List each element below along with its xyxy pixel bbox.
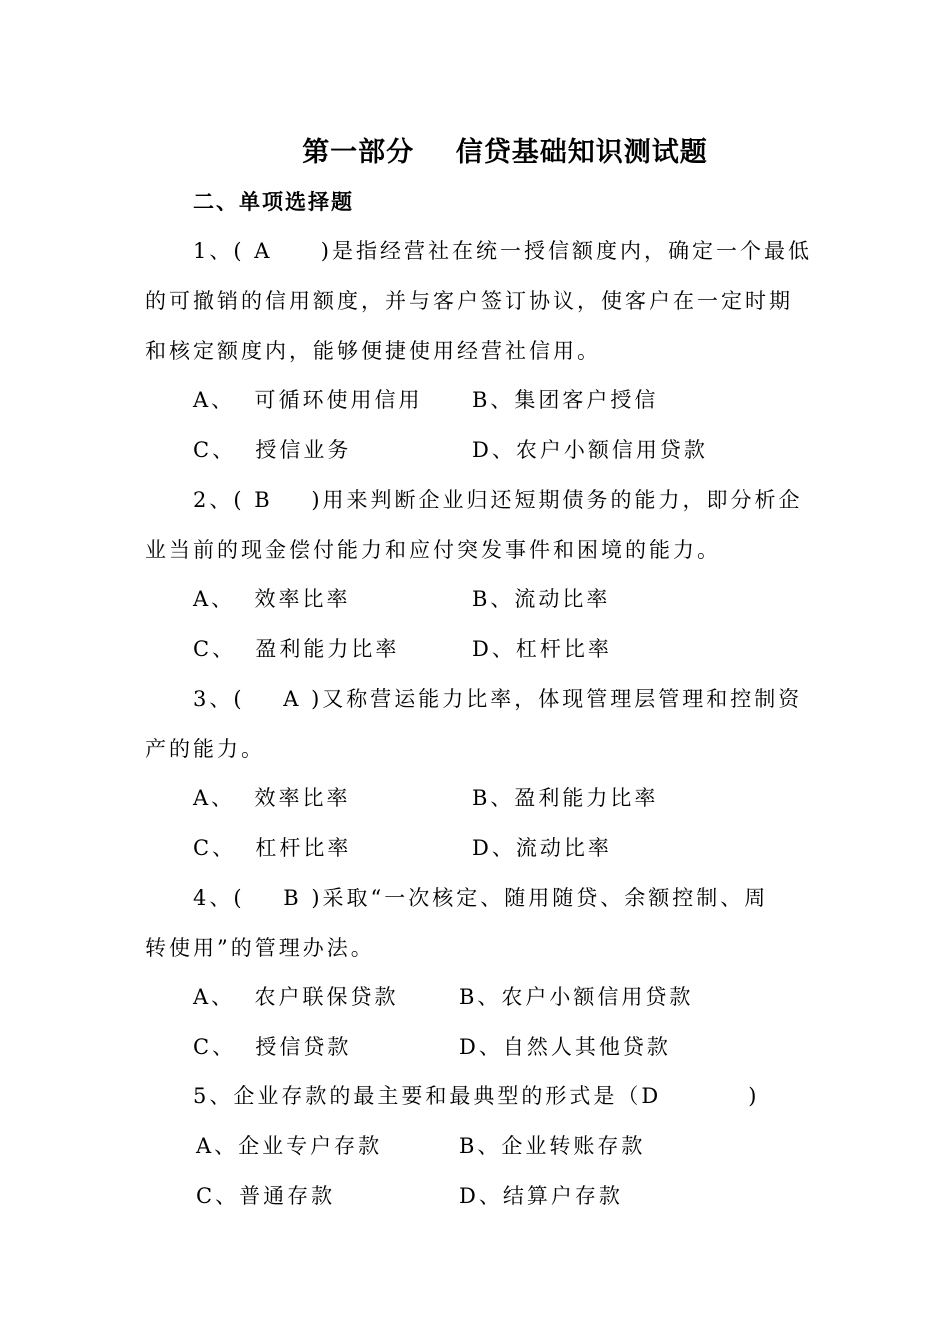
page-title: 第一部分 信贷基础知识测试题 — [302, 137, 708, 168]
question-2-option-c: C、 盈利能力比率 — [193, 637, 400, 661]
question-5-option-c: C、普通存款 — [196, 1184, 336, 1208]
question-5-option-b: B、企业转账存款 — [459, 1134, 646, 1158]
question-5-option-d: D、结算户存款 — [459, 1184, 623, 1208]
question-2-line-1: 2、( B )用来判断企业归还短期债务的能力，即分析企 — [193, 488, 803, 512]
question-4-option-d: D、自然人其他贷款 — [459, 1035, 671, 1059]
question-4-option-a: A、 农户联保贷款 — [193, 985, 399, 1009]
question-1-line-3: 和核定额度内，能够便捷使用经营社信用。 — [145, 339, 601, 363]
section-heading: 二、单项选择题 — [193, 190, 354, 214]
question-3-option-d: D、流动比率 — [472, 836, 612, 860]
question-1-line-2: 的可撤销的信用额度，并与客户签订协议，使客户在一定时期 — [145, 289, 793, 313]
question-4-line-2: 转使用”的管理办法。 — [145, 936, 375, 960]
question-1-option-c: C、 授信业务 — [193, 438, 352, 462]
question-3-option-b: B、盈利能力比率 — [472, 786, 659, 810]
question-2-option-a: A、 效率比率 — [193, 587, 351, 611]
question-1-option-a: A、 可循环使用信用 — [193, 388, 423, 412]
question-5-option-a: A、企业专户存款 — [196, 1134, 383, 1158]
question-4-line-1: 4、( B )采取“一次核定、随用随贷、余额控制、周 — [193, 886, 769, 910]
question-1-line-1: 1、( A )是指经营社在统一授信额度内，确定一个最低 — [193, 239, 812, 263]
question-3-line-1: 3、( A )又称营运能力比率，体现管理层管理和控制资 — [193, 687, 803, 711]
question-1-option-d: D、农户小额信用贷款 — [472, 438, 708, 462]
question-3-option-a: A、 效率比率 — [193, 786, 351, 810]
question-3-option-c: C、 杠杆比率 — [193, 836, 352, 860]
question-2-line-2: 业当前的现金偿付能力和应付突发事件和困境的能力。 — [145, 538, 721, 562]
question-5-line-1: 5、企业存款的最主要和最典型的形式是（D ) — [193, 1084, 760, 1108]
question-4-option-b: B、农户小额信用贷款 — [459, 985, 694, 1009]
question-2-option-d: D、杠杆比率 — [472, 637, 612, 661]
question-2-option-b: B、流动比率 — [472, 587, 611, 611]
question-3-line-2: 产的能力。 — [145, 737, 265, 761]
question-4-option-c: C、 授信贷款 — [193, 1035, 352, 1059]
question-1-option-b: B、集团客户授信 — [472, 388, 659, 412]
